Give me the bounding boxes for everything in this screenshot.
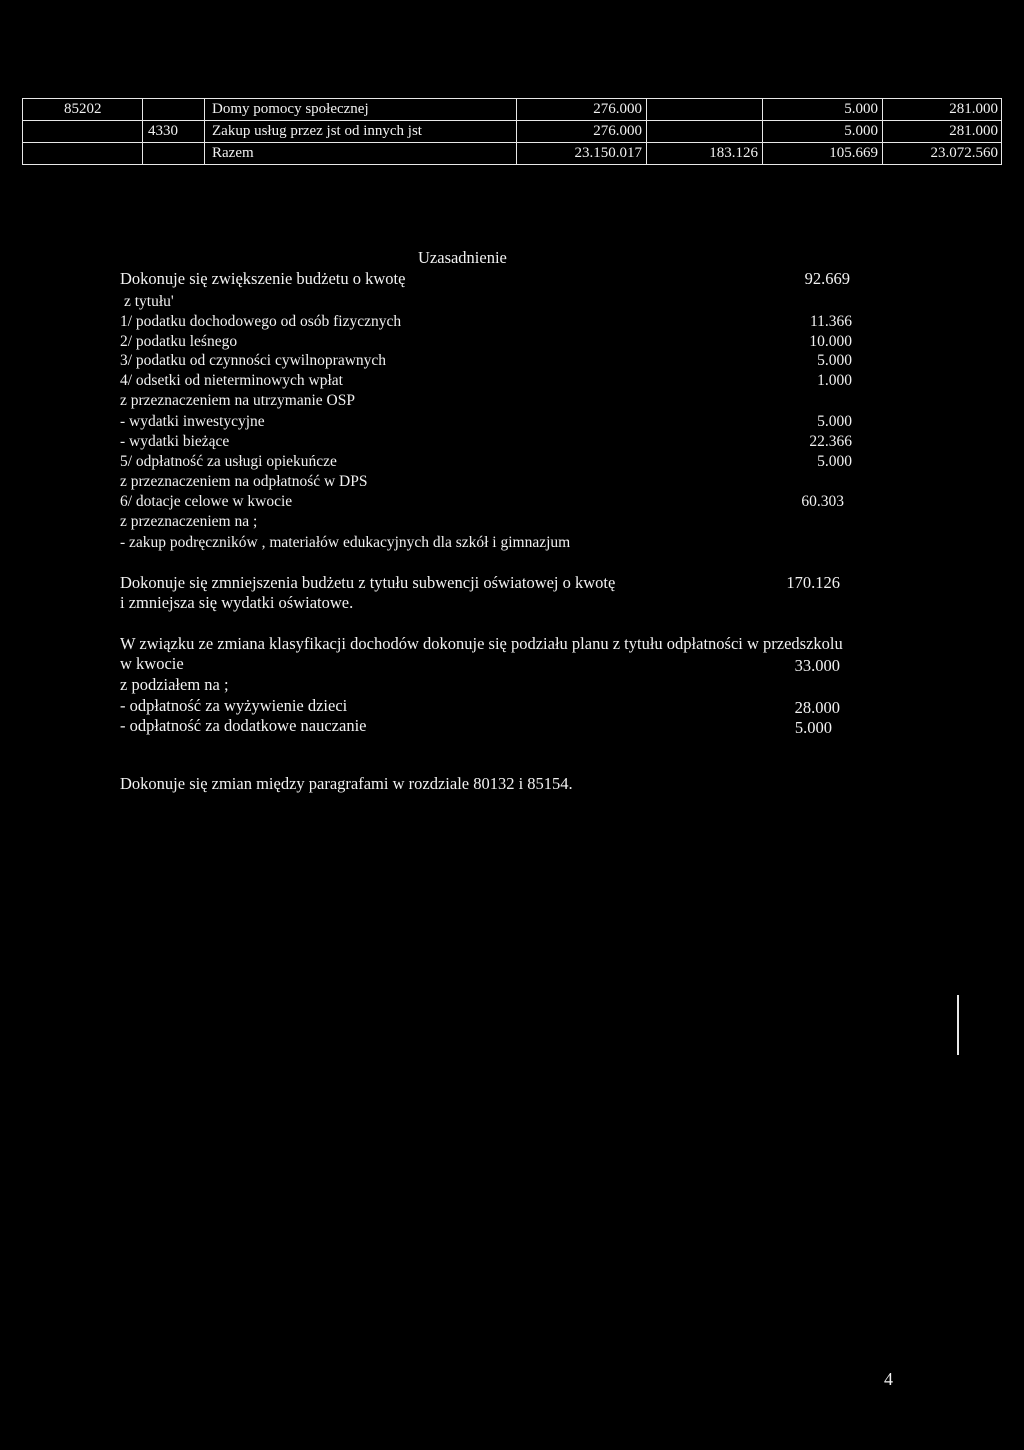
- table-cell-name: Zakup usług przez jst od innych jst: [212, 123, 422, 139]
- decrease-line: Dokonuje się zmniejszenia budżetu z tytułu subwencji oświatowej o kwotę: [120, 573, 616, 592]
- table-cell-after: 23.072.560: [930, 145, 998, 161]
- justification-heading: Uzasadnienie: [418, 248, 507, 267]
- list-item-value: 22.366: [809, 433, 852, 450]
- table-cell-decrease: 183.126: [709, 145, 758, 161]
- list-item: z tytułu': [124, 293, 174, 310]
- table-cell-name: Domy pomocy społecznej: [212, 101, 369, 117]
- list-item-value: 5.000: [817, 352, 852, 369]
- classification-line: z podziałem na ;: [120, 675, 229, 694]
- classification-amount: 33.000: [794, 656, 840, 675]
- page-number: 4: [884, 1369, 893, 1389]
- decrease-line: i zmniejsza się wydatki oświatowe.: [120, 593, 354, 612]
- table-cell-after: 281.000: [949, 101, 998, 117]
- list-item-value: 5.000: [794, 718, 832, 737]
- list-item: 3/ podatku od czynności cywilnoprawnych: [120, 352, 387, 369]
- list-item: - odpłatność za wyżywienie dzieci: [120, 696, 348, 715]
- list-item: z przeznaczeniem na odpłatność w DPS: [120, 473, 368, 490]
- list-item: 2/ podatku leśnego: [120, 333, 238, 350]
- list-item-value: 10.000: [809, 333, 852, 350]
- list-item: z przeznaczeniem na utrzymanie OSP: [120, 392, 355, 409]
- table-cell-plan: 23.150.017: [574, 145, 642, 161]
- table-cell-plan: 276.000: [593, 123, 642, 139]
- vertical-mark: [957, 995, 959, 1055]
- list-item: - zakup podręczników , materiałów edukacyjnych dla szkół i gimnazjum: [120, 534, 571, 551]
- table-cell-sub: 4330: [148, 123, 178, 139]
- list-item-value: 1.000: [817, 372, 852, 389]
- list-item: 4/ odsetki od nieterminowych wpłat: [120, 372, 343, 389]
- list-item: 5/ odpłatność za usługi opiekuńcze: [120, 453, 337, 470]
- budget-table: [22, 98, 1002, 166]
- list-item-value: 5.000: [817, 453, 852, 470]
- list-item: 6/ dotacje celowe w kwocie: [120, 493, 293, 510]
- list-item-value: 60.303: [801, 493, 844, 510]
- list-item-value: 28.000: [794, 698, 840, 717]
- decrease-amount: 170.126: [786, 573, 840, 592]
- classification-line: w kwocie: [120, 654, 184, 673]
- final-line: Dokonuje się zmian między paragrafami w rozdziale 80132 i 85154.: [120, 774, 573, 793]
- table-cell-plan: 276.000: [593, 101, 642, 117]
- increase-intro: Dokonuje się zwiększenie budżetu o kwotę: [120, 269, 406, 288]
- classification-line: W związku ze zmiana klasyfikacji dochodów dokonuje się podziału planu z tytułu odpłatności w przedszkolu: [120, 634, 843, 653]
- list-item: - wydatki inwestycyjne: [120, 413, 265, 430]
- list-item: 1/ podatku dochodowego od osób fizycznych: [120, 313, 402, 330]
- list-item: - odpłatność za dodatkowe nauczanie: [120, 716, 367, 735]
- table-cell-increase: 5.000: [844, 101, 878, 117]
- table-cell-after: 281.000: [949, 123, 998, 139]
- table-cell-increase: 5.000: [844, 123, 878, 139]
- list-item-value: 11.366: [809, 313, 852, 330]
- list-item-value: 5.000: [817, 413, 852, 430]
- increase-amount: 92.669: [804, 269, 850, 288]
- list-item: z przeznaczeniem na ;: [120, 513, 258, 530]
- list-item: - wydatki bieżące: [120, 433, 230, 450]
- table-cell-code: 85202: [64, 101, 102, 117]
- table-cell-increase: 105.669: [829, 145, 878, 161]
- table-cell-name: Razem: [212, 145, 254, 161]
